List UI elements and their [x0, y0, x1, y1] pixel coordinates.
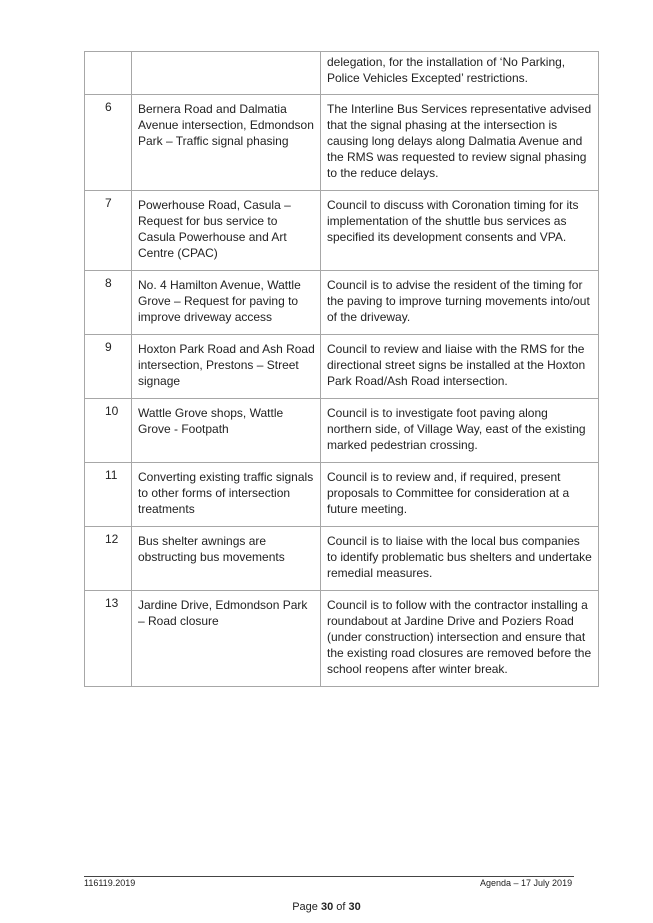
table-row — [85, 591, 599, 687]
minutes-table — [84, 51, 599, 687]
item-number: 13 — [85, 591, 132, 687]
item-number: 10 — [85, 399, 132, 463]
footer-divider — [84, 876, 574, 877]
table-row — [85, 335, 599, 399]
page-number — [0, 901, 653, 913]
item-number: 9 — [85, 335, 132, 399]
item-action: Council to review and liaise with the RMS for the directional street signs be installed at the Hoxton Park Road/Ash Road intersection. — [321, 335, 599, 399]
agenda-date: Agenda – 17 July 2019 — [480, 878, 573, 888]
item-description: Hoxton Park Road and Ash Road intersection, Prestons – Street signage — [132, 335, 321, 399]
page-current: 30 — [320, 901, 334, 913]
item-number: 6 — [85, 95, 132, 191]
item-action: The Interline Bus Services representative advised that the signal phasing at the intersection is causing long delays along Dalmatia Avenue and the RMS was requested to review signal phasing to the reduce delays. — [321, 95, 599, 191]
document-reference: 116119.2019 — [84, 878, 136, 888]
item-action: Council is to follow with the contractor installing a roundabout at Jardine Drive and Poziers Road (under construction) intersection and ensure that the existing road closures are removed before the school reopens after winter break. — [321, 591, 599, 687]
table-row — [85, 527, 599, 591]
item-number: 12 — [85, 527, 132, 591]
item-description: Powerhouse Road, Casula – Request for bus service to Casula Powerhouse and Art Centre (CPAC) — [132, 191, 321, 271]
item-description: Converting existing traffic signals to other forms of intersection treatments — [132, 463, 321, 527]
item-action: Council is to advise the resident of the timing for the paving to improve turning movements into/out of the driveway. — [321, 271, 599, 335]
item-number: 8 — [85, 271, 132, 335]
page-prefix: Page — [292, 901, 321, 913]
item-description: Jardine Drive, Edmondson Park – Road closure — [132, 591, 321, 687]
item-action: Council to discuss with Coronation timing for its implementation of the shuttle bus services as specified its development consents and VPA. — [321, 191, 599, 271]
table-row — [85, 271, 599, 335]
item-action: Council is to review and, if required, present proposals to Committee for consideration at a future meeting. — [321, 463, 599, 527]
item-action: Council is to liaise with the local bus companies to identify problematic bus shelters and undertake remedial measures. — [321, 527, 599, 591]
table-row — [85, 399, 599, 463]
item-action: Council is to investigate foot paving along northern side, of Village Way, east of the existing marked pedestrian crossing. — [321, 399, 599, 463]
page-total: 30 — [348, 901, 361, 913]
item-number: 7 — [85, 191, 132, 271]
item-description: Bernera Road and Dalmatia Avenue intersection, Edmondson Park – Traffic signal phasing — [132, 95, 321, 191]
item-number: 11 — [85, 463, 132, 527]
page-of: of — [333, 901, 349, 913]
table-row — [85, 191, 599, 271]
item-description: Wattle Grove shops, Wattle Grove - Footpath — [132, 399, 321, 463]
item-description: Bus shelter awnings are obstructing bus movements — [132, 527, 321, 591]
item-action: delegation, for the installation of ‘No Parking, Police Vehicles Excepted’ restrictions. — [321, 52, 599, 95]
item-description — [132, 52, 321, 95]
item-number — [85, 52, 132, 95]
table-row — [85, 52, 599, 95]
table-row — [85, 463, 599, 527]
table-row — [85, 95, 599, 191]
item-description: No. 4 Hamilton Avenue, Wattle Grove – Request for paving to improve driveway access — [132, 271, 321, 335]
